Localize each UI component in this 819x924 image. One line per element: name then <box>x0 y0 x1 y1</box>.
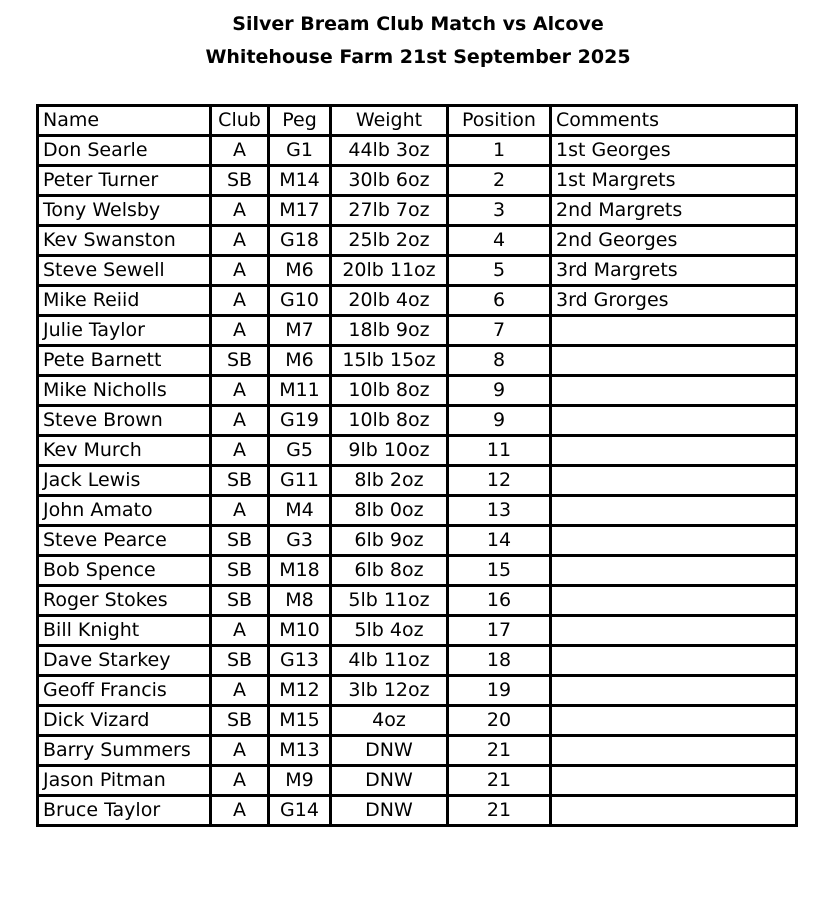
cell-weight: 20lb 11oz <box>331 256 448 286</box>
cell-position: 21 <box>448 766 551 796</box>
cell-name: Mike Reiid <box>38 286 211 316</box>
table-row <box>38 676 797 706</box>
column-header-club: Club <box>211 106 269 136</box>
cell-name: Mike Nicholls <box>38 376 211 406</box>
table-row <box>38 346 797 376</box>
page-subtitle: Whitehouse Farm 21st September 2025 <box>205 46 631 68</box>
cell-comments <box>551 706 797 736</box>
cell-position: 18 <box>448 646 551 676</box>
cell-weight: DNW <box>331 766 448 796</box>
cell-club: SB <box>211 586 269 616</box>
cell-peg: M17 <box>269 196 331 226</box>
cell-position: 14 <box>448 526 551 556</box>
table-row <box>38 736 797 766</box>
cell-comments <box>551 586 797 616</box>
cell-position: 19 <box>448 676 551 706</box>
cell-comments <box>551 406 797 436</box>
cell-weight: DNW <box>331 736 448 766</box>
cell-comments <box>551 376 797 406</box>
cell-club: SB <box>211 706 269 736</box>
table-row <box>38 706 797 736</box>
cell-position: 21 <box>448 796 551 826</box>
cell-name: Barry Summers <box>38 736 211 766</box>
cell-club: A <box>211 406 269 436</box>
cell-weight: 6lb 8oz <box>331 556 448 586</box>
page-title: Silver Bream Club Match vs Alcove <box>232 13 604 35</box>
cell-club: SB <box>211 556 269 586</box>
cell-name: Tony Welsby <box>38 196 211 226</box>
cell-comments <box>551 466 797 496</box>
cell-peg: M11 <box>269 376 331 406</box>
cell-weight: 4lb 11oz <box>331 646 448 676</box>
cell-peg: M4 <box>269 496 331 526</box>
cell-club: A <box>211 196 269 226</box>
cell-club: A <box>211 496 269 526</box>
column-header-name: Name <box>38 106 211 136</box>
cell-peg: M12 <box>269 676 331 706</box>
table-row <box>38 436 797 466</box>
cell-weight: 9lb 10oz <box>331 436 448 466</box>
cell-position: 4 <box>448 226 551 256</box>
cell-weight: 18lb 9oz <box>331 316 448 346</box>
cell-club: SB <box>211 466 269 496</box>
cell-position: 17 <box>448 616 551 646</box>
cell-comments <box>551 346 797 376</box>
table-row <box>38 196 797 226</box>
cell-peg: G5 <box>269 436 331 466</box>
cell-name: Dave Starkey <box>38 646 211 676</box>
cell-position: 20 <box>448 706 551 736</box>
cell-weight: 27lb 7oz <box>331 196 448 226</box>
cell-name: Don Searle <box>38 136 211 166</box>
cell-name: Kev Murch <box>38 436 211 466</box>
cell-comments <box>551 646 797 676</box>
cell-club: A <box>211 376 269 406</box>
cell-club: A <box>211 136 269 166</box>
cell-name: Bob Spence <box>38 556 211 586</box>
cell-name: Geoff Francis <box>38 676 211 706</box>
cell-peg: M9 <box>269 766 331 796</box>
cell-comments: 3rd Margrets <box>551 256 797 286</box>
cell-weight: 10lb 8oz <box>331 406 448 436</box>
results-table <box>36 104 798 827</box>
cell-weight: 8lb 2oz <box>331 466 448 496</box>
cell-peg: M7 <box>269 316 331 346</box>
cell-weight: 4oz <box>331 706 448 736</box>
cell-position: 9 <box>448 406 551 436</box>
cell-weight: DNW <box>331 796 448 826</box>
cell-position: 21 <box>448 736 551 766</box>
cell-peg: G1 <box>269 136 331 166</box>
cell-comments <box>551 496 797 526</box>
cell-weight: 8lb 0oz <box>331 496 448 526</box>
cell-position: 16 <box>448 586 551 616</box>
column-header-comments: Comments <box>551 106 797 136</box>
cell-name: Steve Pearce <box>38 526 211 556</box>
cell-name: Dick Vizard <box>38 706 211 736</box>
cell-peg: M15 <box>269 706 331 736</box>
cell-name: Roger Stokes <box>38 586 211 616</box>
cell-position: 15 <box>448 556 551 586</box>
cell-club: A <box>211 256 269 286</box>
cell-position: 2 <box>448 166 551 196</box>
cell-comments: 2nd Georges <box>551 226 797 256</box>
cell-name: Peter Turner <box>38 166 211 196</box>
cell-name: Bill Knight <box>38 616 211 646</box>
cell-club: SB <box>211 646 269 676</box>
table-row <box>38 406 797 436</box>
cell-weight: 10lb 8oz <box>331 376 448 406</box>
cell-comments: 3rd Grorges <box>551 286 797 316</box>
cell-comments <box>551 616 797 646</box>
cell-club: A <box>211 766 269 796</box>
table-row <box>38 496 797 526</box>
cell-name: Steve Sewell <box>38 256 211 286</box>
cell-peg: G11 <box>269 466 331 496</box>
table-row <box>38 766 797 796</box>
cell-peg: G18 <box>269 226 331 256</box>
cell-weight: 25lb 2oz <box>331 226 448 256</box>
cell-club: SB <box>211 526 269 556</box>
cell-peg: G13 <box>269 646 331 676</box>
cell-club: SB <box>211 166 269 196</box>
cell-position: 6 <box>448 286 551 316</box>
table-row <box>38 226 797 256</box>
cell-peg: G10 <box>269 286 331 316</box>
cell-name: Julie Taylor <box>38 316 211 346</box>
table-row <box>38 646 797 676</box>
cell-comments <box>551 316 797 346</box>
table-row <box>38 316 797 346</box>
cell-weight: 44lb 3oz <box>331 136 448 166</box>
cell-name: Bruce Taylor <box>38 796 211 826</box>
cell-position: 8 <box>448 346 551 376</box>
cell-peg: G14 <box>269 796 331 826</box>
table-row <box>38 466 797 496</box>
table-row <box>38 166 797 196</box>
cell-position: 3 <box>448 196 551 226</box>
cell-club: A <box>211 436 269 466</box>
cell-club: A <box>211 616 269 646</box>
cell-comments <box>551 436 797 466</box>
table-body <box>38 136 797 826</box>
cell-name: Pete Barnett <box>38 346 211 376</box>
cell-name: Jason Pitman <box>38 766 211 796</box>
cell-club: A <box>211 316 269 346</box>
cell-peg: M6 <box>269 256 331 286</box>
cell-weight: 15lb 15oz <box>331 346 448 376</box>
cell-club: A <box>211 286 269 316</box>
cell-weight: 5lb 11oz <box>331 586 448 616</box>
cell-comments <box>551 736 797 766</box>
column-header-position: Position <box>448 106 551 136</box>
cell-club: A <box>211 676 269 706</box>
cell-peg: M13 <box>269 736 331 766</box>
cell-peg: M6 <box>269 346 331 376</box>
table-row <box>38 586 797 616</box>
cell-position: 12 <box>448 466 551 496</box>
cell-club: A <box>211 736 269 766</box>
cell-comments <box>551 766 797 796</box>
cell-comments: 2nd Margrets <box>551 196 797 226</box>
cell-weight: 30lb 6oz <box>331 166 448 196</box>
table-row <box>38 796 797 826</box>
cell-peg: M18 <box>269 556 331 586</box>
table-row <box>38 556 797 586</box>
cell-name: John Amato <box>38 496 211 526</box>
cell-comments: 1st Georges <box>551 136 797 166</box>
table-row <box>38 376 797 406</box>
cell-name: Kev Swanston <box>38 226 211 256</box>
cell-club: A <box>211 226 269 256</box>
cell-name: Steve Brown <box>38 406 211 436</box>
cell-position: 13 <box>448 496 551 526</box>
table-row <box>38 136 797 166</box>
cell-comments <box>551 796 797 826</box>
cell-weight: 20lb 4oz <box>331 286 448 316</box>
column-header-peg: Peg <box>269 106 331 136</box>
cell-comments: 1st Margrets <box>551 166 797 196</box>
cell-comments <box>551 676 797 706</box>
cell-name: Jack Lewis <box>38 466 211 496</box>
cell-weight: 3lb 12oz <box>331 676 448 706</box>
cell-position: 11 <box>448 436 551 466</box>
cell-comments <box>551 526 797 556</box>
cell-position: 1 <box>448 136 551 166</box>
cell-weight: 6lb 9oz <box>331 526 448 556</box>
cell-position: 9 <box>448 376 551 406</box>
cell-peg: G3 <box>269 526 331 556</box>
table-row <box>38 526 797 556</box>
cell-comments <box>551 556 797 586</box>
cell-weight: 5lb 4oz <box>331 616 448 646</box>
cell-club: SB <box>211 346 269 376</box>
table-row <box>38 286 797 316</box>
cell-peg: G19 <box>269 406 331 436</box>
cell-peg: M8 <box>269 586 331 616</box>
cell-club: A <box>211 796 269 826</box>
table-header-row <box>38 106 797 136</box>
cell-peg: M10 <box>269 616 331 646</box>
column-header-weight: Weight <box>331 106 448 136</box>
table-row <box>38 256 797 286</box>
cell-peg: M14 <box>269 166 331 196</box>
cell-position: 5 <box>448 256 551 286</box>
table-row <box>38 616 797 646</box>
cell-position: 7 <box>448 316 551 346</box>
